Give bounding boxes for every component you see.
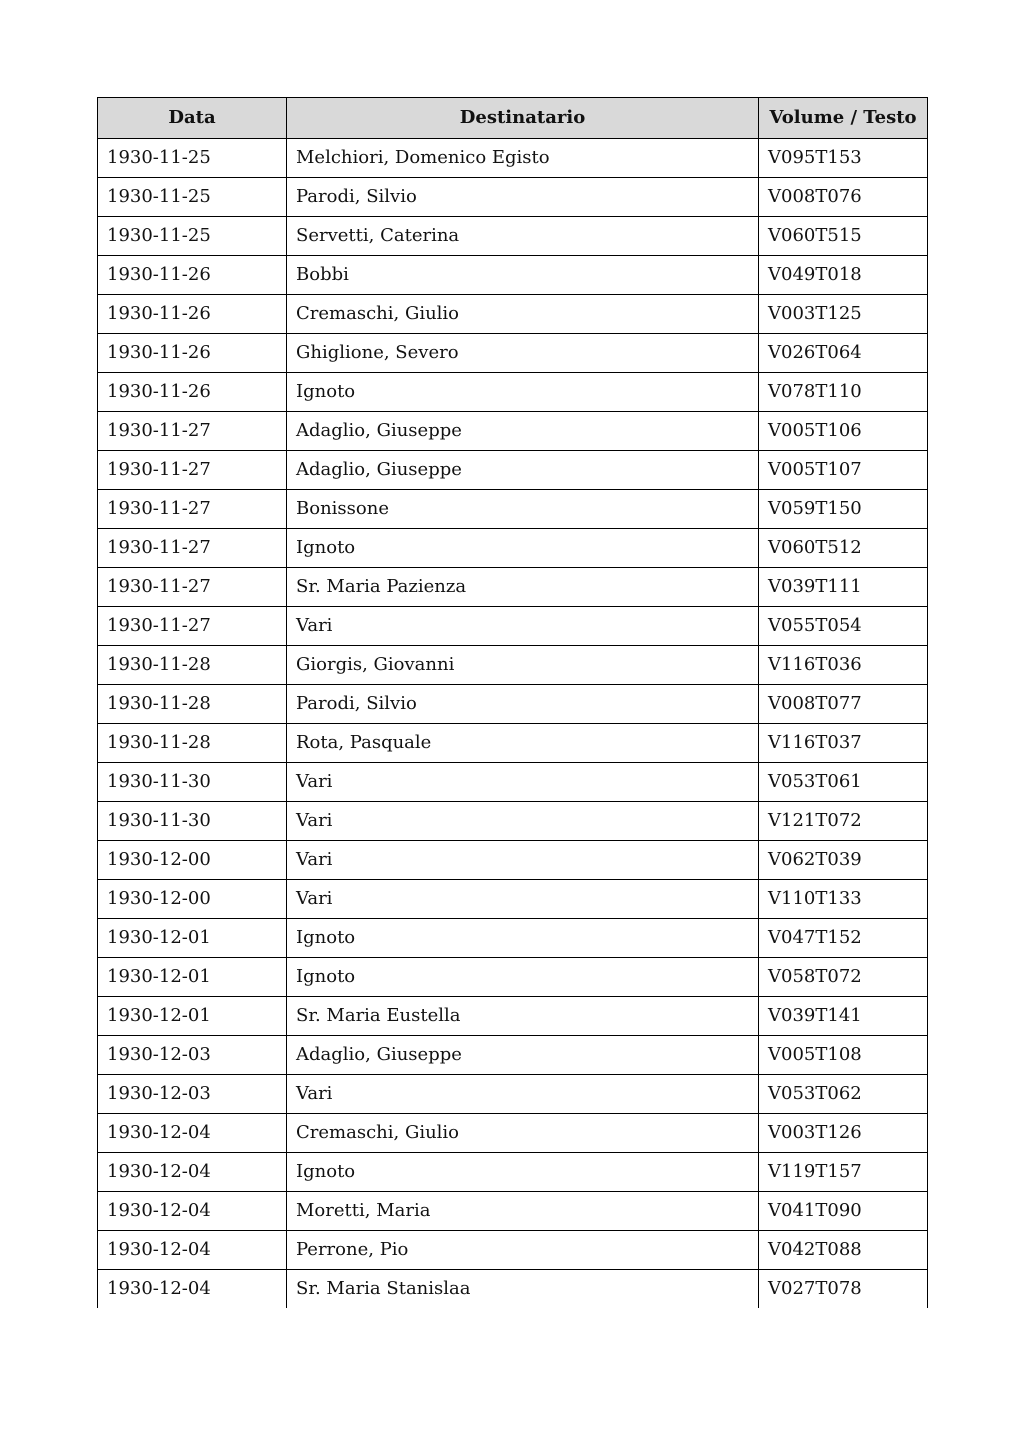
table-row: [98, 724, 928, 763]
cell-recipient: Vari: [287, 841, 759, 880]
cell-date: 1930-11-25: [98, 139, 287, 178]
table-body: [98, 139, 928, 1309]
table-row: [98, 568, 928, 607]
table-row: [98, 451, 928, 490]
cell-date: 1930-12-01: [98, 919, 287, 958]
cell-recipient: Sr. Maria Stanislaa: [287, 1270, 759, 1309]
cell-date: 1930-11-26: [98, 334, 287, 373]
cell-recipient: Vari: [287, 763, 759, 802]
cell-date: 1930-11-28: [98, 724, 287, 763]
cell-volume: V042T088: [759, 1231, 928, 1270]
column-header-date: Data: [98, 98, 287, 139]
cell-volume: V116T036: [759, 646, 928, 685]
table-row: [98, 295, 928, 334]
cell-volume: V062T039: [759, 841, 928, 880]
cell-recipient: Rota, Pasquale: [287, 724, 759, 763]
cell-volume: V003T126: [759, 1114, 928, 1153]
cell-volume: V049T018: [759, 256, 928, 295]
cell-volume: V121T072: [759, 802, 928, 841]
cell-recipient: Parodi, Silvio: [287, 178, 759, 217]
table-header: [98, 98, 928, 139]
table-row: [98, 139, 928, 178]
table-row: [98, 919, 928, 958]
cell-recipient: Servetti, Caterina: [287, 217, 759, 256]
table-row: [98, 685, 928, 724]
cell-recipient: Vari: [287, 802, 759, 841]
cell-volume: V005T107: [759, 451, 928, 490]
table-row: [98, 1114, 928, 1153]
cell-recipient: Vari: [287, 1075, 759, 1114]
cell-volume: V008T076: [759, 178, 928, 217]
cell-volume: V053T062: [759, 1075, 928, 1114]
cell-recipient: Bobbi: [287, 256, 759, 295]
cell-recipient: Bonissone: [287, 490, 759, 529]
column-header-volume: Volume / Testo: [759, 98, 928, 139]
table-row: [98, 880, 928, 919]
cell-date: 1930-12-04: [98, 1192, 287, 1231]
table-row: [98, 1231, 928, 1270]
cell-recipient: Perrone, Pio: [287, 1231, 759, 1270]
cell-volume: V116T037: [759, 724, 928, 763]
cell-volume: V078T110: [759, 373, 928, 412]
cell-volume: V005T106: [759, 412, 928, 451]
cell-volume: V060T512: [759, 529, 928, 568]
cell-recipient: Cremaschi, Giulio: [287, 295, 759, 334]
cell-recipient: Moretti, Maria: [287, 1192, 759, 1231]
cell-date: 1930-12-03: [98, 1075, 287, 1114]
cell-recipient: Giorgis, Giovanni: [287, 646, 759, 685]
table-row: [98, 841, 928, 880]
cell-volume: V026T064: [759, 334, 928, 373]
cell-volume: V059T150: [759, 490, 928, 529]
cell-recipient: Parodi, Silvio: [287, 685, 759, 724]
table-row: [98, 763, 928, 802]
cell-recipient: Melchiori, Domenico Egisto: [287, 139, 759, 178]
cell-recipient: Adaglio, Giuseppe: [287, 412, 759, 451]
cell-volume: V027T078: [759, 1270, 928, 1309]
cell-volume: V039T111: [759, 568, 928, 607]
cell-date: 1930-11-30: [98, 763, 287, 802]
cell-recipient: Sr. Maria Eustella: [287, 997, 759, 1036]
cell-volume: V055T054: [759, 607, 928, 646]
cell-date: 1930-12-04: [98, 1114, 287, 1153]
cell-volume: V005T108: [759, 1036, 928, 1075]
cell-recipient: Ghiglione, Severo: [287, 334, 759, 373]
cell-volume: V047T152: [759, 919, 928, 958]
cell-date: 1930-11-27: [98, 529, 287, 568]
header-row: [98, 98, 928, 139]
table-row: [98, 1036, 928, 1075]
cell-recipient: Adaglio, Giuseppe: [287, 1036, 759, 1075]
column-header-recipient: Destinatario: [287, 98, 759, 139]
cell-date: 1930-12-04: [98, 1153, 287, 1192]
table-row: [98, 1075, 928, 1114]
cell-date: 1930-11-28: [98, 685, 287, 724]
cell-recipient: Vari: [287, 607, 759, 646]
cell-date: 1930-12-04: [98, 1270, 287, 1309]
cell-recipient: Adaglio, Giuseppe: [287, 451, 759, 490]
cell-volume: V039T141: [759, 997, 928, 1036]
cell-recipient: Cremaschi, Giulio: [287, 1114, 759, 1153]
cell-date: 1930-12-01: [98, 958, 287, 997]
cell-recipient: Ignoto: [287, 529, 759, 568]
cell-volume: V119T157: [759, 1153, 928, 1192]
cell-date: 1930-11-27: [98, 568, 287, 607]
table-row: [98, 997, 928, 1036]
cell-recipient: Vari: [287, 880, 759, 919]
table-row: [98, 1192, 928, 1231]
table-row: [98, 1270, 928, 1309]
table-row: [98, 178, 928, 217]
cell-volume: V095T153: [759, 139, 928, 178]
table-row: [98, 529, 928, 568]
cell-volume: V003T125: [759, 295, 928, 334]
cell-date: 1930-11-26: [98, 373, 287, 412]
table-row: [98, 490, 928, 529]
table-row: [98, 334, 928, 373]
table-row: [98, 256, 928, 295]
cell-date: 1930-12-01: [98, 997, 287, 1036]
cell-recipient: Ignoto: [287, 1153, 759, 1192]
table-row: [98, 958, 928, 997]
cell-recipient: Ignoto: [287, 919, 759, 958]
cell-volume: V060T515: [759, 217, 928, 256]
table-row: [98, 412, 928, 451]
cell-date: 1930-11-26: [98, 295, 287, 334]
cell-recipient: Sr. Maria Pazienza: [287, 568, 759, 607]
table-row: [98, 607, 928, 646]
cell-recipient: Ignoto: [287, 958, 759, 997]
cell-date: 1930-12-00: [98, 880, 287, 919]
cell-volume: V008T077: [759, 685, 928, 724]
cell-date: 1930-11-25: [98, 178, 287, 217]
cell-date: 1930-11-25: [98, 217, 287, 256]
table-row: [98, 646, 928, 685]
table-row: [98, 802, 928, 841]
cell-date: 1930-11-28: [98, 646, 287, 685]
cell-date: 1930-11-27: [98, 412, 287, 451]
cell-volume: V110T133: [759, 880, 928, 919]
cell-date: 1930-12-00: [98, 841, 287, 880]
cell-date: 1930-11-26: [98, 256, 287, 295]
table-row: [98, 373, 928, 412]
cell-date: 1930-11-27: [98, 607, 287, 646]
cell-recipient: Ignoto: [287, 373, 759, 412]
cell-date: 1930-11-30: [98, 802, 287, 841]
letters-table: [97, 97, 928, 1308]
cell-date: 1930-11-27: [98, 490, 287, 529]
cell-date: 1930-12-04: [98, 1231, 287, 1270]
cell-volume: V053T061: [759, 763, 928, 802]
table-row: [98, 217, 928, 256]
cell-date: 1930-12-03: [98, 1036, 287, 1075]
table-row: [98, 1153, 928, 1192]
cell-volume: V041T090: [759, 1192, 928, 1231]
cell-date: 1930-11-27: [98, 451, 287, 490]
cell-volume: V058T072: [759, 958, 928, 997]
